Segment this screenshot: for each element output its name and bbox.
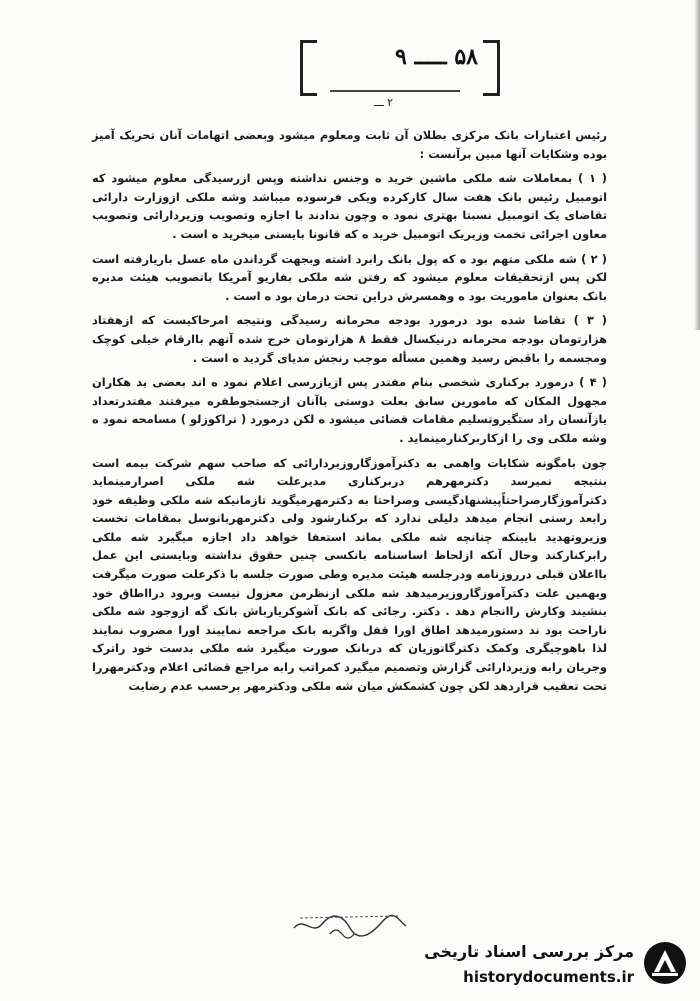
scan-edge-shadow — [694, 0, 700, 330]
letterhead-subtext: ۲ ـــ — [374, 96, 394, 109]
archive-url: historydocuments.ir — [463, 968, 634, 986]
archive-name: مرکز بررسی اسناد تاریخی — [424, 942, 634, 961]
archive-watermark — [400, 936, 692, 994]
document-body — [92, 126, 607, 701]
letterhead-bracket-right — [483, 40, 500, 96]
letterhead-underline — [330, 90, 460, 92]
paragraph-item-3: ( ۳ ) تقاضا شده بود درمورد بودجه محرمانه رسیدگی ونتیجه امرحاکیست که ازهفتاد هزارتومان بودجه محرمانه درنیکسال فقط ۸ هزارتومان خرج شده آنهم باارقام خیلی کوچک ومجسمه را باقبض رسید وهمین مسأله موجب رنجش مدیای گردید ه است . — [92, 313, 608, 365]
paragraph-item-4: ( ۴ ) درمورد برکناری شخصی بنام مفتدر پس ازیازرسی اعلام نمود ه اند بعضی بد هکاران مجهول المکان که مامورین سابق بعلت دوستی باآنان ازجستجوطفره میرفتند مفتدرتعداد یازآنسان راد ستگیروتسلیم مقامات قضائی میشود ه لکن درمورد ( تراکوزلو ) مسامحه نمود ه وشه ملکی وی را ازکاربرکنارمینماید . — [92, 375, 607, 445]
letterhead-text: ۵۸ ـــــ ۹ — [394, 44, 478, 70]
paragraph-item-2: ( ۲ ) شه ملکی متهم بود ه که پول بانک رابرد اشته وبجهت گرداندن ماه عسل باریارفته است لکن پس ازتحقیقات معلوم میشود که رفتن شه ملکی بفاریو آمریکا باتصویب هیئت مدیره بانک بعنوان ماموریت بود ه وهمسرش دراین تحت درمان بود ه است . — [92, 251, 607, 303]
paragraph-main: چون بامگونه شکایات واهمی به دکترآموزگاروزیردارائی که صاحب سهم شرکت بیمه است بنتیجه نمیرسد دکترمهرهم دربرکناری مدیرعلت شه ملکی اصرارمینماید دکترآموزگارصراحتاًپیشنهادگیسی وصراحتا به دکترمهرمیگوید تازمانیکه شه ملکی وظیفه خود رابعد رستی انجام میدهد دلیلی ندارد که برکنارشود ولی دکترمهربانوسل بمقامات تخست وزیروتهدید بایینکه چنانچه شه ملکی بماند استعفا خواهد داد اجازه میگیرد شه ملکی رابرکنارکند وحال آنکه ازلحاظ اساسنامه بانکسی چنین حقوق نداشته وبایستی این عمل بااعلان قبلی درروزنامه ودرجلسه هیئت مدیره وطی صورت جلسه با ذکرعلت صورت میگرفت وبهمین علت دکترآموزگاروزیرمیدهد شه ملکی ازنظرمن معزول نیست وبرود درااطاق خود بنشیند وکارش راانجام دهد . دکتر. رجائی که بانک آشوکریارباش بانک گه ازوجود شه ملکی ناراحت بود ند دستورمیدهد اطاق اورا قفل واگربه بانک مراجعه نماییند اورا مضروب نمایند لذا باهوچیگری وکمک دکترگاتوزیان که دربانک صورت میگیرد شه ملکی بدست خود راترک وجریان رابه وزیردارائی گزارش وتصمیم میگیرد کمراتب رابه مراجع قضائی اعلام ودکترمهررا تحت تعقیب قراردهد لکن چون کشمکش میان شه ملکی ودکترمهر برحسب عدم رضایت — [92, 455, 607, 693]
signature-mark — [290, 906, 410, 946]
letterhead — [300, 34, 500, 109]
archive-logo-icon — [642, 940, 688, 986]
paragraph-intro: رئیس اعتبارات بانک مرکزی بطلان آن ثابت ومعلوم میشود وبعضی اتهامات آنان تحریک آمیز بوده وشکایات آنها مبین برآنست : — [92, 128, 607, 161]
letterhead-bracket-left — [300, 40, 317, 96]
paragraph-item-1: ( ۱ ) بمعاملات شه ملکی ماشین خرید ه وجنس نداشته وپس ازرسیدگی معلوم میشود که اتومبیل رئیس بانک هفت سال کارکرده ویکی فرسوده میباشد وشه ملکی ازوزارت دارائی تقاضای یک اتومبیل نسبتا بهتری نمود ه وچون ندادند با اجازه وتصویب وزیردارائی وتصویب معاون اجرائی تخمت وزیریک اتومبیل خرید ه که قانونا بایستی میخرید ه است . — [92, 171, 608, 241]
